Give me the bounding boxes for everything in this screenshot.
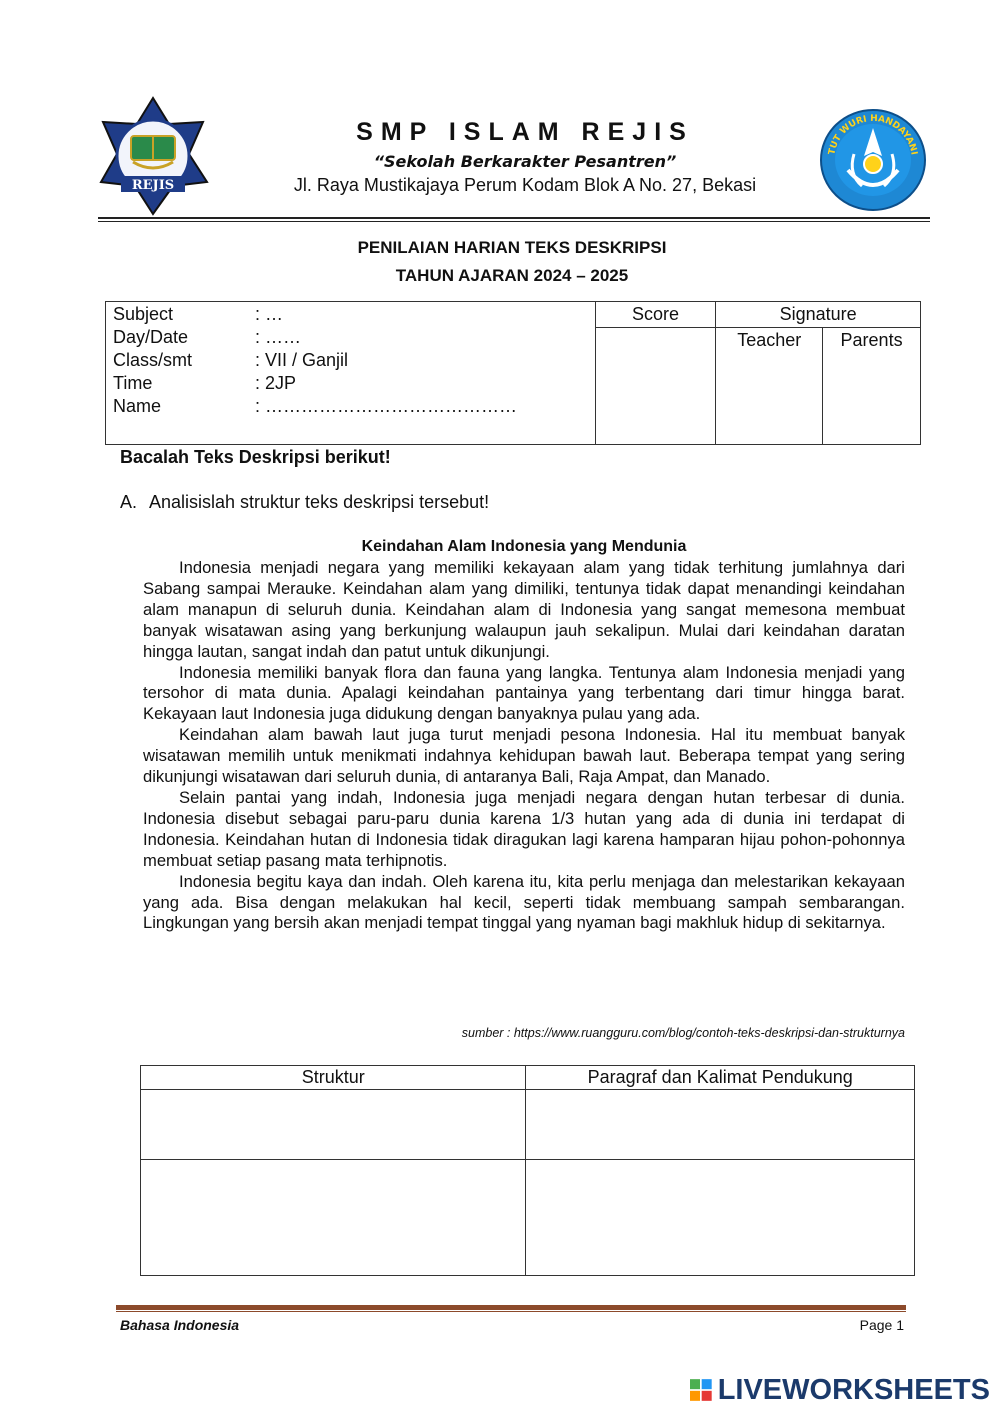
header-divider-thin [98,221,930,222]
field-value[interactable]: : …… [255,327,302,347]
footer-subject: Bahasa Indonesia [120,1317,240,1333]
paragraph: Indonesia menjadi negara yang memiliki kekayaan alam yang tidak terhitung jumlahnya dari Sabang sampai Merauke. Keindahan alam yang dimiliki, tentunya tidak dapat menandingi keindahan alam manapun di seluruh dunia. Keindahan alam di Indonesia yang sangat memesona membuat banyak wisatawan asing yang berkunjung walaupun jauh sekalipun. Mulai dari keindahan daratan hingga lautan, sangat indah dan patut untuk dikunjungi. [143,558,905,661]
reading-body [143,558,905,934]
field-label: Time [113,373,153,393]
paragraph: Indonesia begitu kaya dan indah. Oleh karena itu, kita perlu menjaga dan melestarikan kekayaan yang ada. Bisa dengan melakukan hal kecil, seperti tidak membuang sampah sembarangan. Lingkungan yang bersih akan menjadi tempat tinggal yang nyaman bagi makhluk hidup di sekitarnya. [143,871,905,933]
paragraph: Keindahan alam bawah laut juga turut menjadi pesona Indonesia. Hal itu membuat banyak wisatawan memilih untuk menikmati indahnya kehidupan bawah laut. Beberapa tempat yang sering dikunjungi wisatawan dari seluruh dunia, di antaranya Bali, Raja Ampat, dan Manado. [143,725,905,787]
parents-signature-box[interactable] [823,328,921,445]
school-logo [93,96,213,216]
field-label: Class/smt [113,350,193,370]
task-a [120,492,489,513]
header-divider [98,217,930,219]
footer-divider [116,1305,906,1310]
parents-label: Parents [840,330,903,350]
score-header: Score [595,302,716,328]
paragraph: Indonesia memiliki banyak flora dan fauna yang langka. Tentunya alam Indonesia menjadi yang tersohor di mata dunia. Apalagi keindahan pantainya yang terbentang dari timur hingga barat. Kekayaan laut Indonesia juga didukung dengan banyaknya pulau yang ada. [143,662,905,724]
field-label: Day/Date [113,327,189,347]
field-value[interactable]: : …………………………………… [255,396,518,416]
answer-table [140,1065,915,1276]
answer-cell-struktur[interactable] [141,1160,526,1276]
brand-text: LIVEWORKSHEETS [717,1373,990,1406]
field-label: Subject [113,304,174,324]
task-text: Analisislah struktur teks deskripsi tersebut! [149,492,490,512]
reading-source: sumber : https://www.ruangguru.com/blog/contoh-teks-deskripsi-dan-strukturnya [461,1026,905,1040]
exam-title: PENILAIAN HARIAN TEKS DESKRIPSI [357,238,667,257]
field-subject [113,303,595,326]
answer-cell-paragraf[interactable] [526,1090,915,1160]
logo-rejis-text: REJIS [131,178,175,193]
school-tagline: “Sekolah Berkarakter Pesantren” [373,152,677,171]
field-value[interactable]: : … [255,304,284,324]
field-name [113,395,595,418]
field-time [113,372,595,395]
answer-cell-struktur[interactable] [141,1090,526,1160]
signature-header: Signature [716,302,921,328]
field-day-date [113,326,595,349]
teacher-label: Teacher [737,330,802,350]
field-value: : 2JP [255,373,297,393]
teacher-signature-box[interactable] [716,328,823,445]
reading-instruction: Bacalah Teks Deskripsi berikut! [120,447,391,467]
page-number: Page 1 [859,1317,904,1333]
field-label: Name [113,396,162,416]
tut-wuri-handayani-logo [818,108,928,212]
task-number: A. [120,492,138,512]
column-header-struktur: Struktur [141,1066,526,1090]
student-info-fields [106,302,596,445]
liveworksheets-logo-icon [690,1377,712,1403]
liveworksheets-brand[interactable] [690,1372,990,1408]
column-header-paragraf: Paragraf dan Kalimat Pendukung [526,1066,915,1090]
field-class-smt [113,349,595,372]
exam-year: TAHUN AJARAN 2024 – 2025 [395,266,629,285]
answer-cell-paragraf[interactable] [526,1160,915,1276]
paragraph: Selain pantai yang indah, Indonesia juga menjadi negara dengan hutan terbesar di dunia. Indonesia disebut sebagai paru-paru dunia karena 1/3 hutan yang ada di dunia ini terdapat di Indonesia. Keindahan hutan di Indonesia tidak diragukan lagi karena hamparan hijau pohon-pohonnya membuat setiap pasang mata terhipnotis. [143,787,905,870]
footer-divider-thin [116,1311,906,1312]
field-value: : VII / Ganjil [255,350,349,370]
student-info-table [105,301,921,445]
score-box[interactable] [595,328,716,445]
reading-title: Keindahan Alam Indonesia yang Mendunia [361,538,687,555]
table-row [141,1160,915,1276]
table-row [141,1090,915,1160]
school-name: SMP ISLAM REJIS [356,118,694,146]
school-address: Jl. Raya Mustikajaya Perum Kodam Blok A No. 27, Bekasi [293,175,757,195]
logo-motto-text: TUT WURI HANDAYANI [827,113,919,156]
